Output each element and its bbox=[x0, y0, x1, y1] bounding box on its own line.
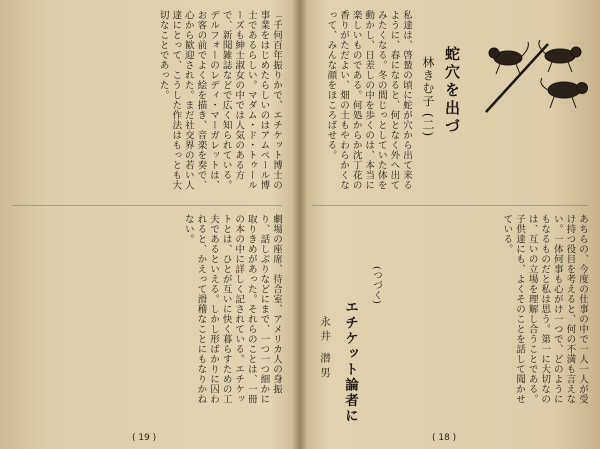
right-page bbox=[300, 0, 600, 449]
article-title: エチケット論者に bbox=[342, 300, 358, 424]
article-author: 永井 潜男 bbox=[319, 316, 331, 382]
series-subtitle: 林きむ子 (二) bbox=[421, 56, 435, 138]
left-tier-rule bbox=[12, 205, 282, 206]
book-gutter bbox=[292, 0, 308, 449]
right-upper-text: 私達は、啓蟄の頃に蛇が穴から出て来るように、春になると、何となく外へ出てみたくなる。冬の間じっとしていた体を動かし、日差しの中を歩くのは、本当に楽しいものである。何処からか沈丁花の香りがただよい、畑の土もやわらかくなって、みんな顔をほころばせる。 bbox=[325, 10, 412, 190]
article-note: (つづく) bbox=[371, 266, 382, 305]
left-lower-text: 劇場の座席、待合室、アメリカ人の身振り、話しぶりなどにまで、一つ一つ細かに取りきめがあった。それらのことは、一冊の本の中に詳しく記されている。エチケットとは、ひとが互いに快く暮らすための工夫であるといえる。しかし形ばかりに囚われると、かえって滑稽なことにもなりかねない。 bbox=[182, 214, 282, 404]
animal-illustration bbox=[478, 34, 596, 114]
left-page-number: ( 19 ) bbox=[132, 433, 157, 443]
series-title: 蛇穴を出づ bbox=[443, 46, 461, 136]
right-page-number: ( 18 ) bbox=[432, 433, 457, 443]
left-upper-text: 「千何百年振りかで、エチケット博士の事業をはじめたらしいのはアムペール博士であるらしい。マダム・ド・トゥールーズも紳士淑女の中では人気のある方で、新聞雑誌などで広く知られている。デルフォーのレディ・マーガレットは、お客の前でよく絵を描き、音楽を奏で、心から歓迎された。まだ社交界の若い人達にとって、こうした作法はもっとも大切なことであった。 bbox=[157, 10, 282, 190]
right-tier-rule bbox=[312, 205, 588, 206]
right-lower-text: あちらの、今度の仕事の中で一人一人が受け持つ役目を考えると、何の不満も言えない。一体何事も心がけ一つで、どのようにもなるものだと私は思う。第一に大切なのは、互いの立場を理解し合うことである。子供達にも、よくそのことを話して聞かせている。 bbox=[501, 214, 588, 404]
